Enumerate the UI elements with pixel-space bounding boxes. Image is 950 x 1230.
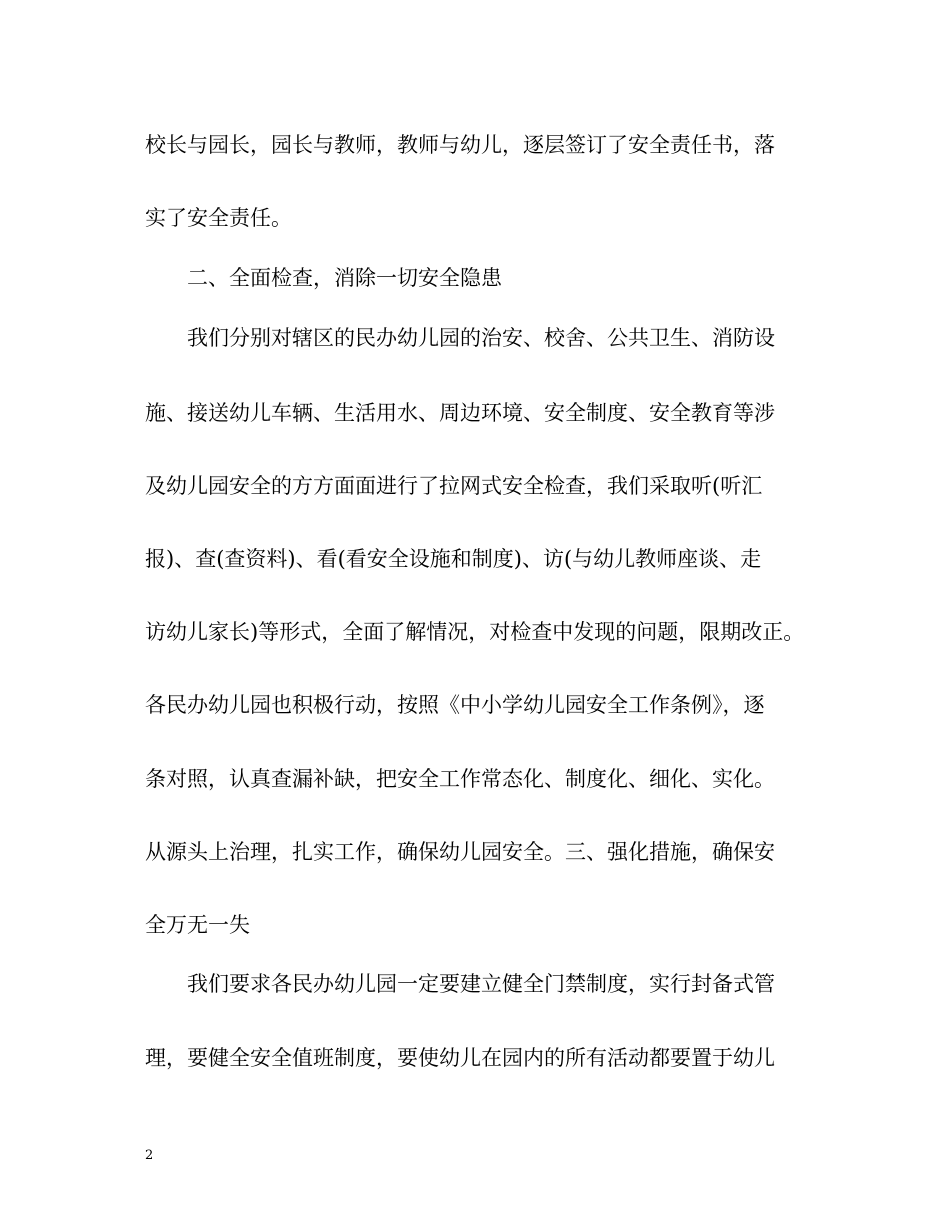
paragraph-line: 全万无一失 (145, 913, 250, 937)
paragraph-line: 及幼儿园安全的方方面面进行了拉网式安全检查，我们采取听(听汇 (145, 474, 763, 498)
paragraph-line: 各民办幼儿园也积极行动，按照《中小学幼儿园安全工作条例》，逐 (145, 693, 765, 717)
paragraph-line: 我们要求各民办幼儿园一定要建立健全门禁制度，实行封备式管 (187, 972, 775, 996)
paragraph-line: 校长与园长，园长与教师，教师与幼儿，逐层签订了安全责任书，落 (145, 133, 775, 157)
paragraph-line: 访幼儿家长)等形式，全面了解情况，对检查中发现的问题，限期改正。 (145, 620, 805, 644)
paragraph-line: 报)、查(查资料)、看(看安全设施和制度)、访(与幼儿教师座谈、走 (145, 547, 762, 571)
paragraph-line: 实了安全责任。 (145, 206, 292, 230)
paragraph-line: 条对照，认真查漏补缺，把安全工作常态化、制度化、细化、实化。 (145, 767, 775, 791)
paragraph-line: 我们分别对辖区的民办幼儿园的治安、校舍、公共卫生、消防设 (187, 326, 775, 350)
section-heading: 二、全面检查，消除一切安全隐患 (187, 266, 502, 290)
paragraph-line: 理，要健全安全值班制度，要使幼儿在园内的所有活动都要置于幼儿 (145, 1046, 775, 1070)
paragraph-line: 从源头上治理，扎实工作，确保幼儿园安全。三、强化措施，确保安 (145, 840, 775, 864)
paragraph-line: 施、接送幼儿车辆、生活用水、周边环境、安全制度、安全教育等涉 (145, 401, 775, 425)
page-number: 2 (145, 1148, 154, 1163)
